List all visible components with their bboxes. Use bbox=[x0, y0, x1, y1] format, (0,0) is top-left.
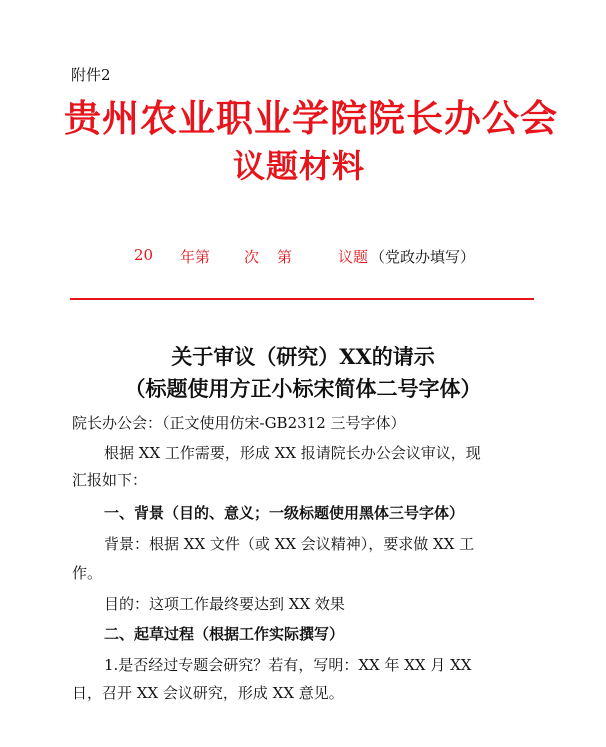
document-title-line1: 贵州农业职业学院院长办公会 bbox=[64, 97, 558, 140]
intro-paragraph-line2: 汇报如下： bbox=[72, 471, 148, 489]
request-subtitle: （标题使用方正小标宋简体二号字体） bbox=[124, 376, 482, 401]
meeting-year-label: 年第 bbox=[180, 248, 211, 266]
meeting-topic-label: 议题 bbox=[338, 248, 369, 266]
section-heading-drafting: 二、起草过程（根据工作实际撰写） bbox=[104, 625, 345, 643]
meeting-number-label: 第 bbox=[277, 248, 293, 266]
meeting-session-label: 次 bbox=[244, 248, 260, 266]
intro-paragraph-line1: 根据 XX 工作需要，形成 XX 报请院长办公会议审议，现 bbox=[104, 444, 481, 462]
item1-line2: 日，召开 XX 会议研究，形成 XX 意见。 bbox=[72, 684, 344, 702]
purpose-line: 目的：这项工作最终要达到 XX 效果 bbox=[104, 595, 345, 613]
salutation: 院长办公会：（正文使用仿宋-GB2312 三号字体） bbox=[72, 414, 406, 432]
section-heading-background: 一、背景（目的、意义；一级标题使用黑体三号字体） bbox=[104, 504, 465, 522]
background-line2: 作。 bbox=[72, 564, 103, 582]
meeting-year: 20 bbox=[134, 246, 154, 264]
document-title-line2: 议题材料 bbox=[233, 147, 366, 185]
background-line1: 背景：根据 XX 文件（或 XX 会议精神），要求做 XX 工 bbox=[104, 535, 475, 553]
attachment-label: 附件2 bbox=[71, 66, 111, 84]
meeting-note: （党政办填写） bbox=[370, 248, 476, 266]
item1-line1: 1.是否经过专题会研究？若有，写明：XX 年 XX 月 XX bbox=[104, 656, 472, 674]
request-title: 关于审议（研究）XX的请示 bbox=[171, 344, 435, 369]
red-divider bbox=[70, 298, 534, 300]
